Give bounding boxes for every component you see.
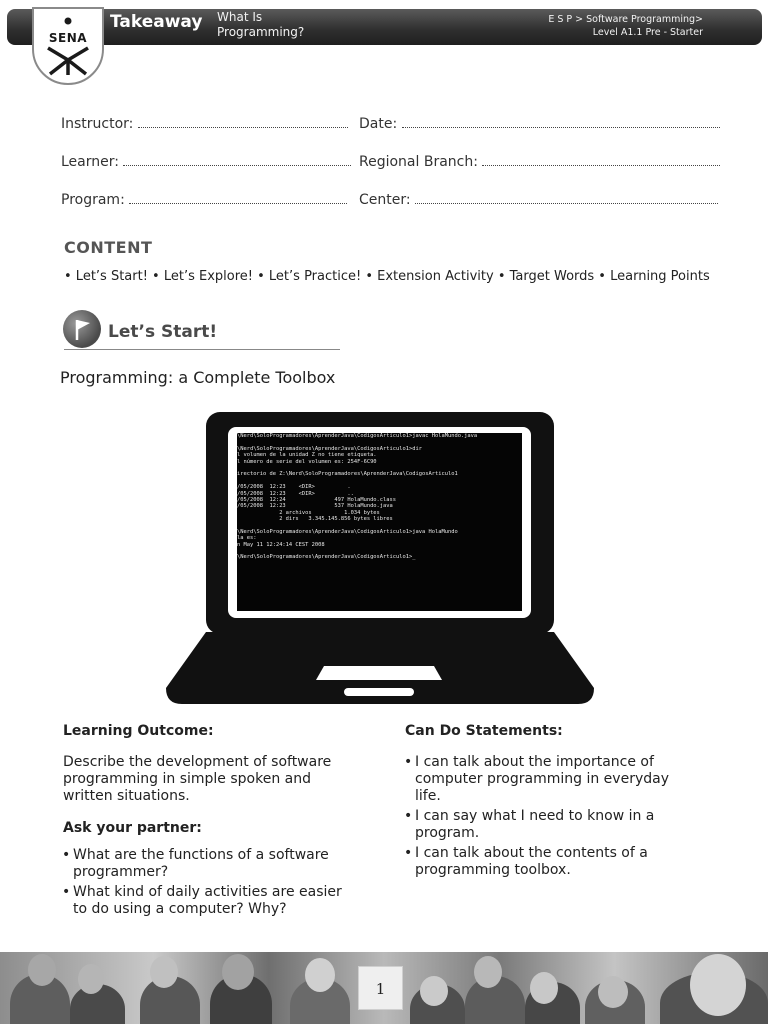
terminal-line: la es: xyxy=(237,535,257,542)
list-item: • I can talk about the importance of computer programming in everyday life. xyxy=(404,754,694,805)
photo-person xyxy=(150,956,178,988)
terminal-line: /05/2008 12:24 497 HolaMundo.class xyxy=(237,496,397,503)
date-label: Date: xyxy=(359,116,398,132)
center-label: Center: xyxy=(359,192,411,208)
section-subtitle: Programming: a Complete Toolbox xyxy=(60,368,336,387)
header-title: Takeaway xyxy=(110,12,203,32)
terminal-line: irectorio de Z:\Nerd\SoloProgramadores\AprenderJava\CodigosArticulo1 xyxy=(237,471,458,478)
regional-branch-field[interactable] xyxy=(359,153,720,170)
photo-person xyxy=(598,976,628,1008)
laptop-base-icon xyxy=(166,632,594,706)
level-label: Level A1.1 Pre - Starter xyxy=(592,26,703,38)
center-field[interactable] xyxy=(359,191,718,208)
terminal-screen xyxy=(237,433,522,611)
terminal-line: l número de serie del volumen es: 254F-6C90 xyxy=(237,458,377,465)
photo-person xyxy=(420,976,448,1006)
page-number: 1 xyxy=(358,966,403,1010)
learner-label: Learner: xyxy=(61,154,119,170)
terminal-line: \Nerd\SoloProgramadores\AprenderJava\CodigosArticulo1>javac HolaMundo.java xyxy=(237,433,478,439)
date-line[interactable] xyxy=(402,115,720,128)
ask-partner-title: Ask your partner: xyxy=(63,820,202,836)
lets-start-title: Let’s Start! xyxy=(108,322,218,342)
header-subtitle: What Is Programming? xyxy=(217,10,305,39)
learning-outcome-text: Describe the development of software programming in simple spoken and written situations. xyxy=(63,754,332,804)
program-label: Program: xyxy=(61,192,125,208)
photo-person xyxy=(305,958,335,992)
terminal-line: \Nerd\SoloProgramadores\AprenderJava\CodigosArticulo1>_ xyxy=(237,554,416,561)
photo-person xyxy=(78,964,104,994)
regional-branch-label: Regional Branch: xyxy=(359,154,478,170)
terminal-line: /05/2008 12:23 <DIR> . xyxy=(237,484,351,491)
list-item: • I can talk about the contents of a programming toolbox. xyxy=(404,845,694,879)
program-field[interactable] xyxy=(61,191,347,208)
can-do-title: Can Do Statements: xyxy=(405,723,563,739)
list-item: • What kind of daily activities are easier to do using a computer? Why? xyxy=(62,884,357,918)
can-do-list xyxy=(404,754,694,882)
photo-person xyxy=(28,954,56,986)
photo-person xyxy=(690,954,746,1016)
photo-person xyxy=(474,956,502,988)
terminal-line: n May 11 12:24:14 CEST 2008 xyxy=(237,541,325,548)
instructor-field[interactable] xyxy=(61,115,348,132)
terminal-line: l volumen de la unidad Z no tiene etiqueta. xyxy=(237,452,377,459)
learner-field[interactable] xyxy=(61,153,351,170)
content-title: CONTENT xyxy=(64,238,153,257)
sena-arrows-icon xyxy=(46,46,90,76)
terminal-line: /05/2008 12:23 537 HolaMundo.java xyxy=(237,503,393,510)
terminal-line: 2 archivos 1.034 bytes xyxy=(237,509,380,516)
regional-branch-line[interactable] xyxy=(482,153,720,166)
instructor-line[interactable] xyxy=(138,115,348,128)
terminal-line: \Nerd\SoloProgramadores\AprenderJava\CodigosArticulo1>dir xyxy=(237,445,422,452)
flag-icon xyxy=(63,310,101,348)
logo-text: SENA xyxy=(48,31,88,45)
program-line[interactable] xyxy=(129,191,347,204)
terminal-line: \Nerd\SoloProgramadores\AprenderJava\CodigosArticulo1>java HolaMundo xyxy=(237,528,458,535)
learning-outcome-title: Learning Outcome: xyxy=(63,723,214,739)
sena-logo xyxy=(32,7,104,85)
terminal-line: /05/2008 12:23 <DIR> .. xyxy=(237,490,354,497)
instructor-label: Instructor: xyxy=(61,116,134,132)
content-list: • Let’s Start! • Let’s Explore! • Let’s Practice! • Extension Activity • Target Words • Learning Points xyxy=(64,269,710,284)
date-field[interactable] xyxy=(359,115,720,132)
breadcrumb-path: E S P > Software Programming> xyxy=(548,14,703,25)
list-item: • I can say what I need to know in a program. xyxy=(404,808,694,842)
ask-partner-list xyxy=(62,847,357,921)
photo-person xyxy=(222,954,254,990)
center-line[interactable] xyxy=(415,191,718,204)
learner-line[interactable] xyxy=(123,153,351,166)
photo-person xyxy=(530,972,558,1004)
header-breadcrumb xyxy=(520,14,703,39)
terminal-line: 2 dirs 3.345.145.856 bytes libres xyxy=(237,516,393,523)
section-divider xyxy=(64,349,340,350)
list-item: • What are the functions of a software programmer? xyxy=(62,847,357,881)
